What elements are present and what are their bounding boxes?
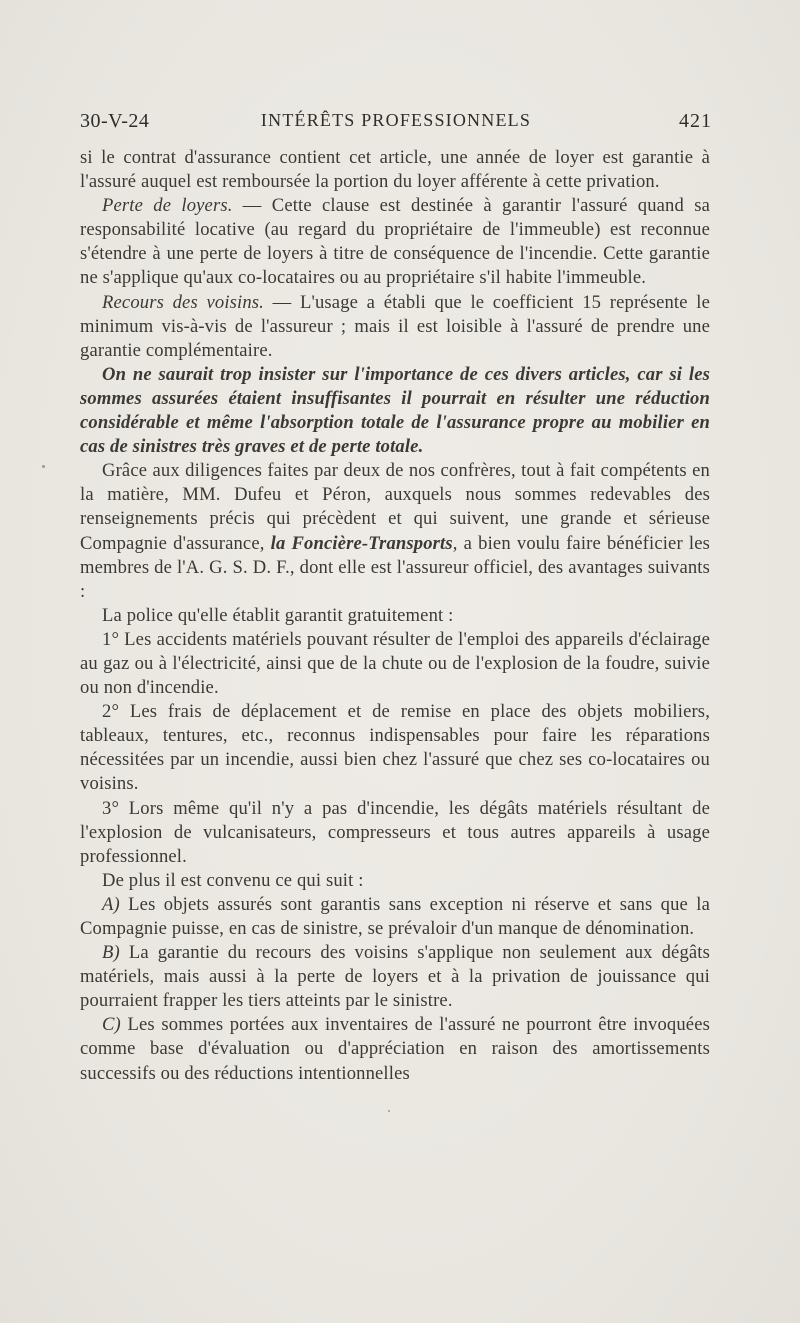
page-number: 421 (679, 110, 712, 132)
paragraph-police: La police qu'elle établit garantit gratuitement : (102, 604, 454, 626)
paragraph-convenu: De plus il est convenu ce qui suit : (102, 869, 364, 891)
paper-speck (388, 1110, 390, 1112)
clause-b-text: La garantie du recours des voisins s'applique non seulement aux dégâts matériels, mais aussi à la perte de loyers et à la privation de jouissance qui pourraient frapper les tiers atteints par le sinistre. (80, 942, 710, 1012)
clause-c (80, 1013, 710, 1085)
list-item-1: 1° Les accidents matériels pouvant résulter de l'emploi des appareils d'éclairage au gaz ou à l'électricité, ainsi que de la chute ou de l'explosion de la foudre, suivie ou non d'incendie. (80, 628, 710, 699)
clause-a (80, 893, 710, 941)
section-label-recours-des-voisins: Recours des voisins. (102, 291, 264, 313)
company-name: la Foncière-Transports (270, 532, 453, 554)
header-title: INTÉRÊTS PROFESSIONNELS (260, 110, 532, 130)
paragraph-compagnie (80, 459, 710, 604)
paragraph-recours-des-voisins (80, 291, 710, 363)
list-item-2: 2° Les frais de déplacement et de remise en place des objets mobiliers, tableaux, tentures, etc., reconnus indispensables pour faire les réparations nécessitées par un incendie, aussi bien chez l'assuré que chez ses co-locataires ou voisins. (80, 701, 710, 795)
page-body (80, 146, 710, 1086)
paragraph-5-text-b: , a bien voulu faire bénéficier les membres de l'A. G. S. D. F., dont elle est l'assureur officiel, des avantages suivants : (80, 532, 710, 602)
emphasis-paragraph: On ne saurait trop insister sur l'importance de ces divers articles, car si les sommes assurées étaient insuffisantes il pourrait en résulter une réduction considérable et même l'absorption totale de l'assurance propre au mobilier en cas de sinistres très graves et de perte totale. (80, 363, 710, 458)
clause-b (80, 941, 710, 1013)
paragraph-3-text: — L'usage a établi que le coefficient 15 représente le minimum vis-à-vis de l'assureur ; mais il est loisible à l'assuré de prendre une garantie complémentaire. (80, 291, 710, 361)
paragraph-perte-de-loyers (80, 194, 710, 290)
paragraph-2-text: — Cette clause est destinée à garantir l'assuré quand sa responsabilité locative (au regard du propriétaire de l'immeuble) est reconnue s'étendre à une perte de loyers à titre de conséquence de l'incendie. Cette garantie ne s'applique qu'aux co-locataires ou au propriétaire s'il habite l'immeuble. (80, 195, 710, 289)
section-label-perte-de-loyers: Perte de loyers. (102, 195, 233, 217)
paragraph-5-text-a: Grâce aux diligences faites par deux de nos confrères, tout à fait compétents en la matière, MM. Dufeu et Péron, auxquels nous sommes redevables des renseignements précis qui précèdent et qui suivent, une grande et sérieuse Compagnie d'assurance, (80, 460, 710, 554)
list-item-3: 3° Lors même qu'il n'y a pas d'incendie, les dégâts matériels résultant de l'explosion de vulcanisateurs, compresseurs et tous autres appareils à usage professionnel. (80, 797, 710, 867)
page-header (80, 110, 712, 136)
clause-c-text: Les sommes portées aux inventaires de l'assuré ne pourront être invoquées comme base d'évaluation ou d'appréciation en raison des amortissements successifs ou des réductions intentionnelles (80, 1014, 710, 1084)
header-reference: 30-V-24 (80, 110, 150, 132)
clause-b-label: B) (102, 942, 120, 964)
paragraph-1: si le contrat d'assurance contient cet article, une année de loyer est garantie à l'assuré auquel est remboursée la portion du loyer afférente à cette privation. (80, 147, 710, 193)
clause-a-label: A) (102, 893, 120, 915)
paper-speck (42, 465, 45, 468)
clause-a-text: Les objets assurés sont garantis sans exception ni réserve et sans que la Compagnie puisse, en cas de sinistre, se prévaloir d'un manque de dénomination. (80, 893, 710, 939)
clause-c-label: C) (102, 1014, 121, 1036)
